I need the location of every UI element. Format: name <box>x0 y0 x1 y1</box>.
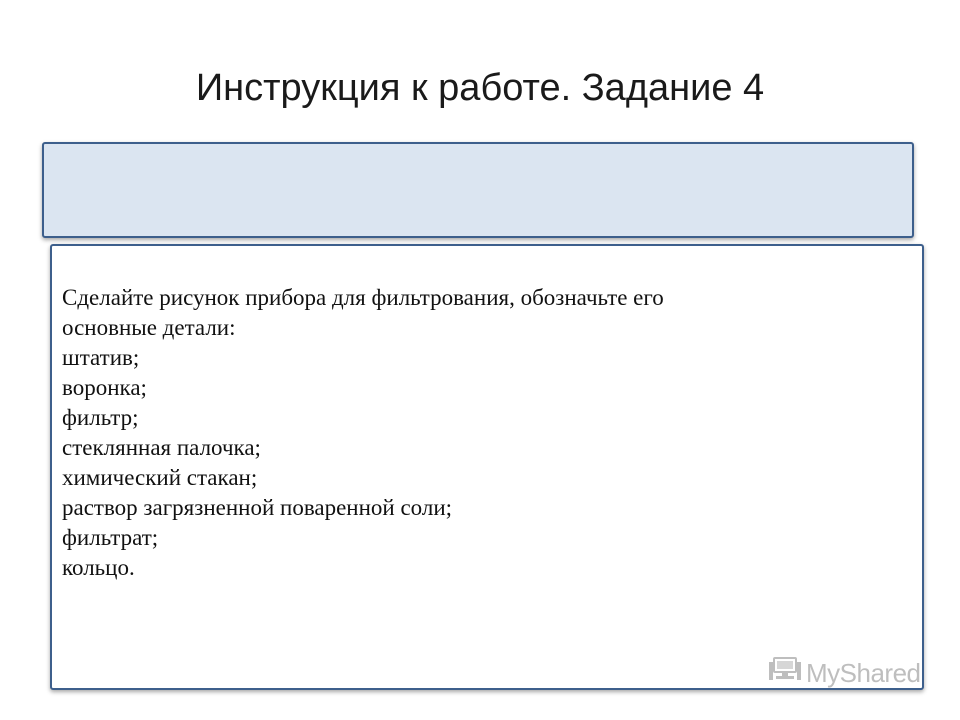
instruction-line: воронка; <box>62 375 147 400</box>
instructions-text <box>62 283 912 583</box>
instruction-line: химический стакан; <box>62 465 258 490</box>
computer-icon <box>768 656 802 691</box>
instruction-line: раствор загрязненной поваренной соли; <box>62 495 453 520</box>
instruction-line: Сделайте рисунок прибора для фильтрования, обозначьте его <box>62 285 664 310</box>
instruction-line: кольцо. <box>62 555 135 580</box>
watermark <box>768 656 921 691</box>
header-banner-box <box>42 142 914 238</box>
instruction-line: стеклянная палочка; <box>62 435 261 460</box>
instruction-line: основные детали: <box>62 315 236 340</box>
instruction-line: штатив; <box>62 345 140 370</box>
watermark-text: MyShared <box>806 658 921 688</box>
instruction-line: фильтрат; <box>62 525 159 550</box>
instruction-line: фильтр; <box>62 405 139 430</box>
slide-title: Инструкция к работе. Задание 4 <box>195 67 765 109</box>
